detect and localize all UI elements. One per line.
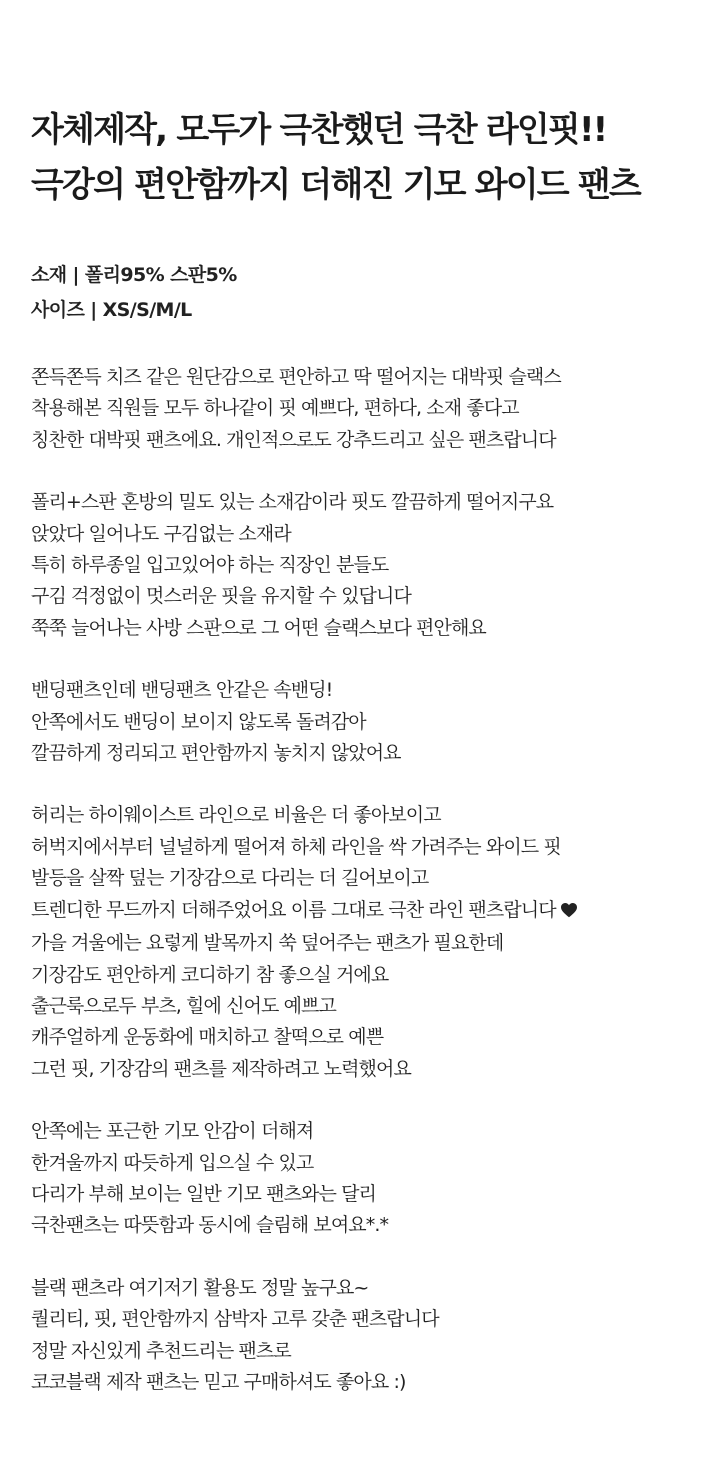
- paragraph-material: [31, 487, 578, 644]
- text-line-content: 트렌디한 무드까지 더해주었어요 이름 그대로 극찬 라인 팬츠랍니다: [31, 898, 556, 921]
- size-spec: 사이즈 | XS/S/M/L: [31, 299, 192, 321]
- text-line: 캐주얼하게 운동화에 매치하고 찰떡으로 예쁜: [31, 1026, 384, 1049]
- text-line: 쫀득쫀득 치즈 같은 원단감으로 편안하고 딱 떨어지는 대박핏 슬랙스: [31, 366, 561, 388]
- paragraph-fit-intro: [31, 362, 578, 456]
- text-line: 앉았다 일어나도 구김없는 소재라: [31, 522, 291, 545]
- headline-line-1: 자체제작, 모두가 극찬했던 극찬 라인핏!!: [31, 110, 607, 150]
- text-line: 착용해본 직원들 모두 하나같이 핏 예쁘다, 편하다, 소재 좋다고: [31, 397, 519, 420]
- text-line: 허벅지에서부터 널널하게 떨어져 하체 라인을 싹 가려주는 와이드 핏: [31, 835, 561, 858]
- text-line: 쭉쭉 늘어나는 사방 스판으로 그 어떤 슬랙스보다 편안해요: [31, 616, 486, 639]
- paragraph-fleece-lining: [31, 1116, 578, 1242]
- text-line: 밴딩팬츠인데 밴딩팬츠 안같은 속밴딩!: [31, 679, 333, 702]
- text-line: 허리는 하이웨이스트 라인으로 비율은 더 좋아보이고: [31, 804, 441, 827]
- text-line: 코코블랙 제작 팬츠는 믿고 구매하셔도 좋아요 :): [31, 1370, 406, 1393]
- text-line: 다리가 부해 보이는 일반 기모 팬츠와는 달리: [31, 1182, 377, 1205]
- product-headline: [31, 103, 640, 213]
- text-line: 구김 걱정없이 멋스러운 핏을 유지할 수 있답니다: [31, 585, 411, 608]
- text-line: 안쪽에는 포근한 기모 안감이 더해져: [31, 1120, 314, 1143]
- text-line: 칭찬한 대박핏 팬츠에요. 개인적으로도 강추드리고 싶은 팬츠랍니다: [31, 428, 556, 451]
- text-line: 안쪽에서도 밴딩이 보이지 않도록 돌려감아: [31, 710, 366, 733]
- text-line: 블랙 팬츠라 여기저기 활용도 정말 높구요~: [31, 1276, 369, 1299]
- text-line: 깔끔하게 정리되고 편안함까지 놓치지 않았어요: [31, 742, 401, 765]
- text-line: 폴리+스판 혼방의 밀도 있는 소재감이라 핏도 깔끔하게 떨어지구요: [31, 491, 554, 514]
- text-line: 특히 하루종일 입고있어야 하는 직장인 분들도: [31, 554, 389, 577]
- heart-icon: [560, 897, 578, 928]
- paragraph-banding: [31, 675, 578, 769]
- text-line: 퀄리티, 핏, 편안함까지 삼박자 고루 갖춘 팬츠랍니다: [31, 1308, 439, 1331]
- text-line: 가을 겨울에는 요렇게 발목까지 쑥 덮어주는 팬츠가 필요한데: [31, 932, 504, 955]
- text-line: 한겨울까지 따듯하게 입으실 수 있고: [31, 1151, 314, 1174]
- text-line: 정말 자신있게 추천드리는 팬츠로: [31, 1339, 291, 1362]
- text-line-with-heart: [31, 895, 578, 928]
- product-specs: [31, 258, 237, 328]
- material-spec: 소재 | 폴리95% 스판5%: [31, 264, 237, 286]
- headline-line-2: 극강의 편안함까지 더해진 기모 와이드 팬츠: [31, 165, 640, 205]
- text-line: 극찬팬츠는 따뜻함과 동시에 슬림해 보여요*.*: [31, 1214, 389, 1237]
- text-line: 그런 핏, 기장감의 팬츠를 제작하려고 노력했어요: [31, 1057, 411, 1080]
- paragraph-silhouette: [31, 800, 578, 1085]
- paragraph-recommendation: [31, 1273, 578, 1399]
- text-line: 기장감도 편안하게 코디하기 참 좋으실 거에요: [31, 963, 389, 986]
- description-body: [31, 362, 578, 1429]
- text-line: 출근룩으로두 부츠, 힐에 신어도 예쁘고: [31, 994, 336, 1017]
- text-line: 발등을 살짝 덮는 기장감으로 다리는 더 길어보이고: [31, 867, 429, 890]
